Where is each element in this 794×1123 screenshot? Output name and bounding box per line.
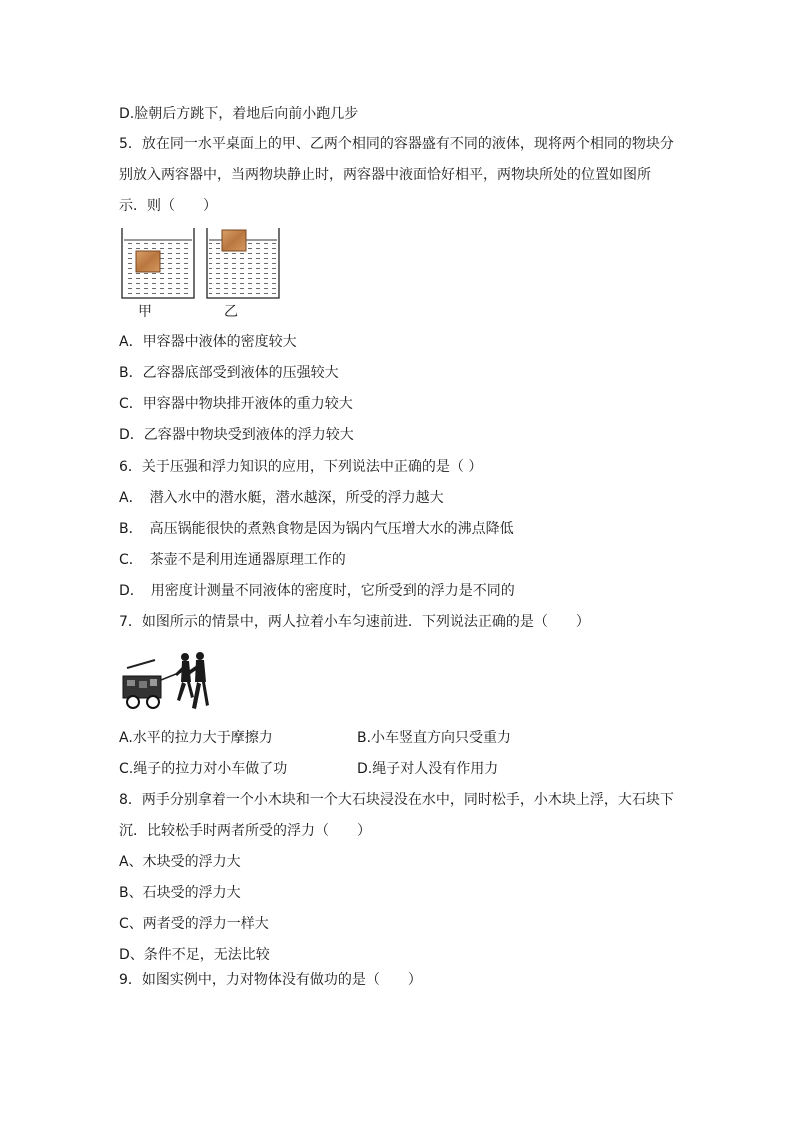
q5-stem-line2: 别放入两容器中，当两物块静止时，两容器中液面恰好相平，两物块所处的位置如图所 — [119, 167, 651, 183]
container-yi — [207, 228, 279, 298]
q6-option-a: A． 潜入水中的潜水艇，潜水越深，所受的浮力越大 — [119, 490, 444, 506]
q8-stem-line1: 8．两手分别拿着一个小木块和一个大石块浸没在水中，同时松手，小木块上浮，大石块下 — [119, 792, 674, 808]
q8-stem-line2: 沉．比较松手时两者所受的浮力（ ） — [119, 823, 371, 839]
q4-option-d: D.脸朝后方跳下，着地后向前小跑几步 — [119, 106, 359, 122]
q5-stem-line3: 示．则（ ） — [119, 198, 217, 214]
q6-option-d: D． 用密度计测量不同液体的密度时，它所受到的浮力是不同的 — [119, 583, 515, 599]
q5-option-d: D．乙容器中物块受到液体的浮力较大 — [119, 427, 354, 443]
fig-label-jia: 甲 — [138, 304, 152, 320]
q5-containers-figure — [119, 226, 294, 304]
q5-stem-line1: 5．放在同一水平桌面上的甲、乙两个相同的容器盛有不同的液体，现将两个相同的物块分 — [119, 136, 674, 152]
q6-stem: 6．关于压强和浮力知识的应用，下列说法中正确的是（ ） — [119, 459, 483, 475]
container-jia — [122, 228, 194, 298]
q7-cart-pulling-figure — [119, 648, 211, 718]
person-1 — [175, 653, 194, 701]
q9-stem: 9．如图实例中，力对物体没有做功的是（ ） — [119, 972, 422, 988]
q8-option-d: D、条件不足，无法比较 — [119, 947, 270, 963]
block-yi — [222, 230, 246, 251]
q6-option-b: B． 高压锅能很快的煮熟食物是因为锅内气压增大水的沸点降低 — [119, 521, 514, 537]
q8-option-c: C、两者受的浮力一样大 — [119, 916, 269, 932]
q6-option-c: C． 茶壶不是利用连通器原理工作的 — [119, 552, 346, 568]
q8-option-a: A、木块受的浮力大 — [119, 854, 241, 870]
q7-stem: 7．如图所示的情景中，两人拉着小车匀速前进．下列说法正确的是（ ） — [119, 614, 590, 630]
q5-option-a: A．甲容器中液体的密度较大 — [119, 334, 297, 350]
q7-option-b: B.小车竖直方向只受重力 — [357, 730, 512, 746]
fig-label-yi: 乙 — [224, 304, 238, 320]
q8-option-b: B、石块受的浮力大 — [119, 885, 241, 901]
q7-option-d: D.绳子对人没有作用力 — [357, 761, 499, 777]
cart — [123, 660, 161, 708]
block-jia — [136, 251, 160, 272]
q7-option-a: A.水平的拉力大于摩擦力 — [119, 730, 273, 746]
q7-option-c: C.绳子的拉力对小车做了功 — [119, 761, 288, 777]
q5-option-c: C．甲容器中物块排开液体的重力较大 — [119, 396, 353, 412]
q5-option-b: B．乙容器底部受到液体的压强较大 — [119, 365, 339, 381]
